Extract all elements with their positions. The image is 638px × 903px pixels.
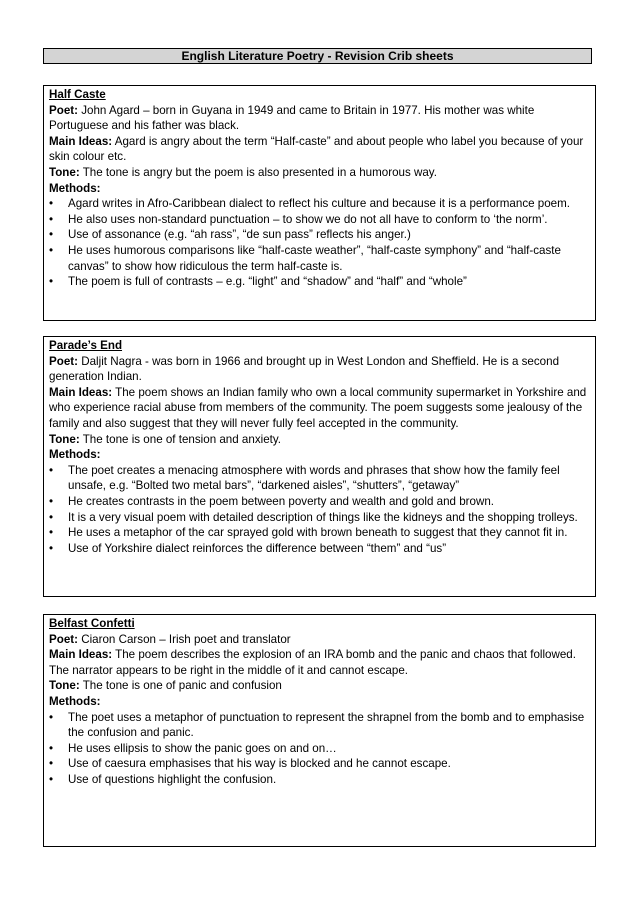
- main-ideas-text: The poem describes the explosion of an IRA bomb and the panic and chaos that followed. The narrator appears to be right in the middle of it and cannot escape.: [49, 648, 576, 677]
- tone-line: [49, 678, 591, 694]
- methods-list: [49, 463, 591, 557]
- section-parades-end: [43, 336, 596, 597]
- main-ideas-label: Main Ideas:: [49, 385, 113, 399]
- poet-line: [49, 632, 591, 648]
- tone-text: The tone is one of tension and anxiety.: [82, 432, 282, 446]
- section-heading: Half Caste: [49, 88, 106, 101]
- list-item: • The poet uses a metaphor of punctuation to represent the shrapnel from the bomb and to emphasise the confusion and panic.: [49, 710, 591, 741]
- tone-label: Tone:: [49, 679, 80, 693]
- main-ideas-line: [49, 385, 591, 432]
- poet-label: Poet:: [49, 103, 78, 117]
- list-item: • Use of Yorkshire dialect reinforces the difference between “them” and “us”: [49, 541, 591, 557]
- poet-label: Poet:: [49, 632, 78, 646]
- list-item: • Use of assonance (e.g. “ah rass”, “de sun pass” reflects his anger.): [49, 227, 591, 243]
- list-item: • Use of caesura emphasises that his way is blocked and he cannot escape.: [49, 756, 591, 772]
- main-ideas-text: Agard is angry about the term “Half-caste” and about people who label you because of your skin colour etc.: [49, 134, 584, 164]
- tone-line: [49, 165, 591, 181]
- methods-list: [49, 710, 591, 788]
- poet-text: Ciaron Carson – Irish poet and translator: [81, 632, 291, 646]
- main-ideas-line: [49, 134, 591, 165]
- main-ideas-line: [49, 647, 591, 678]
- methods-label: Methods:: [49, 694, 101, 708]
- list-item: • The poet creates a menacing atmosphere with words and phrases that show how the family feel unsafe, e.g. “Bolted two metal bars”, “darkened aisles”, “shutters”, “getaway”: [49, 463, 591, 494]
- list-item: • He uses ellipsis to show the panic goes on and on…: [49, 741, 591, 757]
- main-ideas-label: Main Ideas:: [49, 134, 113, 148]
- poet-line: [49, 103, 591, 134]
- list-item: • Use of questions highlight the confusion.: [49, 772, 591, 788]
- tone-label: Tone:: [49, 432, 80, 446]
- poet-line: [49, 354, 591, 385]
- section-belfast-confetti: [43, 614, 596, 847]
- section-heading: Parade’s End: [49, 339, 123, 352]
- tone-text: The tone is angry but the poem is also presented in a humorous way.: [82, 165, 437, 179]
- tone-line: [49, 432, 591, 448]
- list-item: • He uses a metaphor of the car sprayed gold with brown beneath to suggest that they cannot fit in.: [49, 525, 591, 541]
- list-item: • Agard writes in Afro-Caribbean dialect to reflect his culture and because it is a performance poem.: [49, 196, 591, 212]
- methods-label: Methods:: [49, 448, 101, 462]
- poet-label: Poet:: [49, 354, 78, 368]
- main-ideas-label: Main Ideas:: [49, 648, 113, 662]
- methods-label: Methods:: [49, 181, 101, 195]
- list-item: • He also uses non-standard punctuation – to show we do not all have to conform to ‘the norm’.: [49, 212, 591, 228]
- list-item: • He uses humorous comparisons like “half-caste weather”, “half-caste symphony” and “half-caste canvas” to show how ridiculous the term half-caste is.: [49, 243, 591, 274]
- tone-text: The tone is one of panic and confusion: [82, 679, 282, 693]
- tone-label: Tone:: [49, 165, 80, 179]
- main-ideas-text: The poem shows an Indian family who own a local community supermarket in Yorkshire and who experience racial abuse from members of the community. The poem suggests some jealousy of the family and also suggest that they will never fully feel accepted in the community.: [49, 385, 587, 430]
- section-half-caste: [43, 85, 596, 321]
- section-heading: Belfast Confetti: [49, 617, 135, 630]
- page-title: English Literature Poetry - Revision Crib sheets: [43, 48, 592, 64]
- poet-text: John Agard – born in Guyana in 1949 and came to Britain in 1977. His mother was white Portuguese and his father was black.: [49, 103, 535, 133]
- methods-list: [49, 196, 591, 290]
- list-item: • It is a very visual poem with detailed description of things like the kidneys and the shopping trolleys.: [49, 510, 591, 526]
- poet-text: Daljit Nagra - was born in 1966 and brought up in West London and Sheffield. He is a second generation Indian.: [49, 354, 560, 384]
- list-item: • He creates contrasts in the poem between poverty and wealth and gold and brown.: [49, 494, 591, 510]
- list-item: • The poem is full of contrasts – e.g. “light” and “shadow” and “half” and “whole”: [49, 274, 591, 290]
